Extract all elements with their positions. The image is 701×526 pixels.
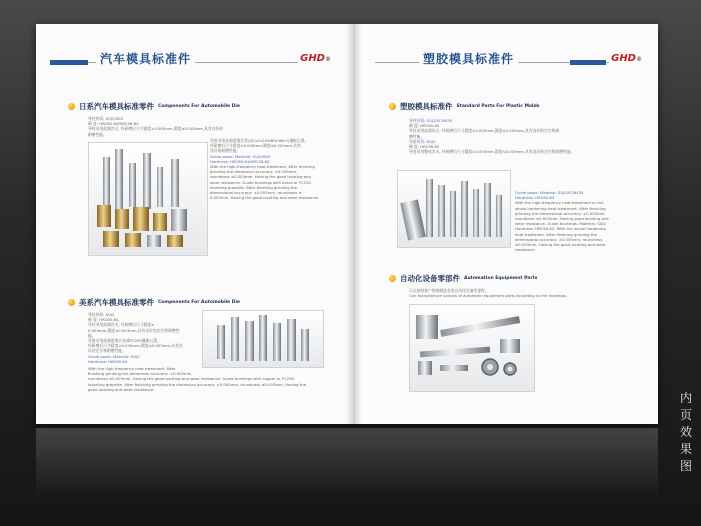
text-line: Guide posts: Material: SUJ2/SCM435 xyxy=(515,190,584,195)
section-title-cn: 塑胶模具标准件 xyxy=(400,102,453,111)
bullet-icon xyxy=(389,275,396,282)
text-line: With the high-frequency heat treatment or the xyxy=(515,200,604,206)
text-line: 导柱材质: SUJ2 xyxy=(88,312,115,317)
section-title-cn: 美系汽车模具标准零件 xyxy=(79,298,154,307)
text-line: inserting graphite. After finishing grinding the dimension accuracy: ±0.005mm, roundness ≤0.003mm. Having the xyxy=(88,381,306,387)
book-gutter xyxy=(347,24,361,424)
automation-parts-photo xyxy=(409,304,535,392)
bullet-icon xyxy=(68,103,75,110)
guide-post-photo xyxy=(202,310,324,368)
text-line: finishing grinding the dimension accuracy: ±0.005mm, xyxy=(88,371,193,377)
section-title-cn: 日系汽车模具标准零件 xyxy=(79,102,154,111)
japanese-auto-die-section xyxy=(68,96,338,276)
text-line: With the high-frequency heat treatment, After finishing xyxy=(210,164,315,170)
text-line: roundness ≤0.003mm. Having good locating and xyxy=(515,216,609,222)
floor-reflection xyxy=(36,428,658,498)
text-line: 0.003mm. Having the good locating and wear resistance. xyxy=(210,195,320,201)
text-line: whole hardening heat treatment. After finishing xyxy=(515,205,606,211)
text-line: Can manufacture various of automatic equipment parts according to the drawings. xyxy=(409,293,567,299)
right-page xyxy=(361,24,658,424)
plastic-mold-parts-photo xyxy=(397,170,511,248)
text-line: 经研磨后尺寸精度±0.005mm,圆度≤0.003mm,具有良 xyxy=(88,343,183,349)
american-auto-die-section xyxy=(68,292,338,422)
text-line: Hardness: HRC58-62. With the whole hardening xyxy=(515,226,606,232)
left-page-header xyxy=(50,48,333,72)
section-title xyxy=(389,96,540,115)
text-line: wear resistance. Guide bushings with brass or FC250 xyxy=(210,179,311,185)
text-line: 导套采用高强度铜合金或FC250镶嵌石墨, xyxy=(88,338,159,344)
guide-posts-illustration xyxy=(203,311,323,367)
guide-post-photo xyxy=(88,142,208,256)
text-line: 能。 xyxy=(88,332,96,338)
header-accent-bar xyxy=(50,60,88,65)
section-title-en: Standard Parts For Plastic Molds xyxy=(456,104,540,109)
text-line: 硬 度: HRC60-64 xyxy=(409,123,440,129)
text-line: 好的定位和耐磨性能。 xyxy=(88,348,126,354)
logo-text: GHD xyxy=(300,53,325,64)
section-title xyxy=(389,268,537,287)
sidebar-char: 内 xyxy=(679,391,692,405)
ejector-pins-illustration xyxy=(398,171,510,247)
spec-text-a xyxy=(409,288,649,298)
sidebar-char: 效 xyxy=(679,425,692,439)
brochure-spread xyxy=(36,24,658,424)
text-line: good locating and wear resistance. xyxy=(88,386,155,392)
text-line: 导柱采用高频淬火, 经研磨后尺寸精度±0.005mm,圆度≤0.003mm,具有良好的 xyxy=(88,126,224,132)
text-line: ≤0.003mm. Having the good locating and wear xyxy=(515,242,606,248)
spec-text-b xyxy=(88,366,338,392)
text-line: 导柱采用高频淬火, 经研磨后尺寸精度± xyxy=(88,322,155,328)
text-line: Guide posts: Material: SUJ2/SKS xyxy=(210,153,271,159)
section-title-en: Components For Automobile Die xyxy=(158,300,240,305)
sidebar-char: 果 xyxy=(679,442,692,456)
text-line: 可以按照客户图纸制造各类自动化设备零部件。 xyxy=(409,288,489,293)
sidebar-char: 图 xyxy=(679,459,692,473)
plastic-mold-section xyxy=(389,96,651,276)
text-line: Hardness: HRC60-64 xyxy=(88,358,128,364)
text-line: wear resistance. Guide bushings: Material: SUJ2 xyxy=(515,221,606,227)
spec-text-a xyxy=(88,312,198,364)
section-title xyxy=(68,292,240,311)
left-page xyxy=(36,24,347,424)
right-page-header xyxy=(375,48,644,72)
text-line: 0.005mm,圆度≤0.003mm,具有良好的定位和耐磨性 xyxy=(88,327,180,333)
bullet-icon xyxy=(68,299,75,306)
text-line: 导柱材质: SUJ2/SCM435 xyxy=(409,118,453,123)
text-line: roundness ≤0.003mm. Having the good locating and xyxy=(210,174,311,180)
sidebar-caption xyxy=(676,390,696,475)
text-line: 硬 度: HRC58-62 xyxy=(409,144,440,150)
text-line: 导柱采用高频淬火, 经研磨后尺寸精度±0.005mm,圆度≤0.003mm,具有良好的定位和耐 xyxy=(409,128,560,134)
text-line: heat treatment. After finishing grinding the xyxy=(515,231,598,237)
text-line: roundness ≤0.003mm. Having the good locating and wear resistance. Guide bushings with copper or FC250 xyxy=(88,376,294,382)
section-title-en: Automation Equipment Parts xyxy=(464,276,538,281)
text-line: 硬 度: HRC60-64/HRC56-60 xyxy=(88,121,139,127)
bullet-icon xyxy=(389,103,396,110)
sidebar-char: 页 xyxy=(679,408,692,422)
text-line: Guide posts: Material: SUJ2 xyxy=(88,353,140,359)
left-page-title: 汽车模具标准件 xyxy=(96,50,195,67)
text-line: 耐磨性能。 xyxy=(88,131,107,137)
right-page-title: 塑胶模具标准件 xyxy=(419,50,518,67)
text-line: 导套采用高强度铜合金(ZCuZn25Al6Fe3Mn3)镶嵌石墨, xyxy=(210,138,306,143)
text-line: With the high-frequency heat treatment. After xyxy=(88,366,176,371)
text-line: 经研磨后尺寸精度±0.005mm,圆度≤0.003mm,具有 xyxy=(210,143,301,149)
text-line: dimensional accuracy: ±0.005mm, roundness xyxy=(515,236,603,242)
text-line: 导柱材质: SUJ2/SKS xyxy=(88,116,123,121)
text-line: grinding the dimension accuracy: ±0.005mm, xyxy=(210,169,298,175)
section-title xyxy=(68,96,240,115)
automation-parts-illustration xyxy=(410,305,534,391)
spec-text-b xyxy=(515,190,645,252)
spec-text-b xyxy=(210,138,340,200)
section-title-en: Components For Automobile Die xyxy=(158,104,240,109)
text-line: grinding the dimensional accuracy: ±0.005mm, xyxy=(515,210,606,216)
logo-text: GHD xyxy=(611,53,636,64)
text-line: inserting graphite. After finishing grinding the xyxy=(210,184,298,190)
ghd-logo: GHD® xyxy=(300,53,331,64)
text-line: Hardness: HRC60-64/HRC56-60 xyxy=(210,158,270,164)
header-accent-bar xyxy=(570,60,606,65)
text-line: 导套采用整体淬火, 经研磨后尺寸精度±0.005mm,圆度≤0.003mm,具有良好的定位和耐磨性能。 xyxy=(409,149,575,155)
spec-text-a xyxy=(88,116,328,137)
text-line: 良好的耐磨性能。 xyxy=(210,148,241,154)
ghd-logo: GHD® xyxy=(611,53,642,64)
text-line: Hardness: HRC60-64 xyxy=(515,195,555,201)
section-title-cn: 自动化设备零部件 xyxy=(400,274,460,283)
automation-parts-section xyxy=(389,268,651,398)
text-line: dimensional accuracy: ±0.005mm, roundness ≤ xyxy=(210,190,302,196)
guide-posts-bushings-illustration xyxy=(89,143,207,255)
text-line: 导套材质: SUJ2, xyxy=(409,138,437,144)
text-line: 磨性能。 xyxy=(409,133,425,139)
text-line: 硬 度: HRC60-64, xyxy=(88,317,120,323)
text-line: resistance. xyxy=(515,247,536,253)
spec-text-a xyxy=(409,118,645,154)
